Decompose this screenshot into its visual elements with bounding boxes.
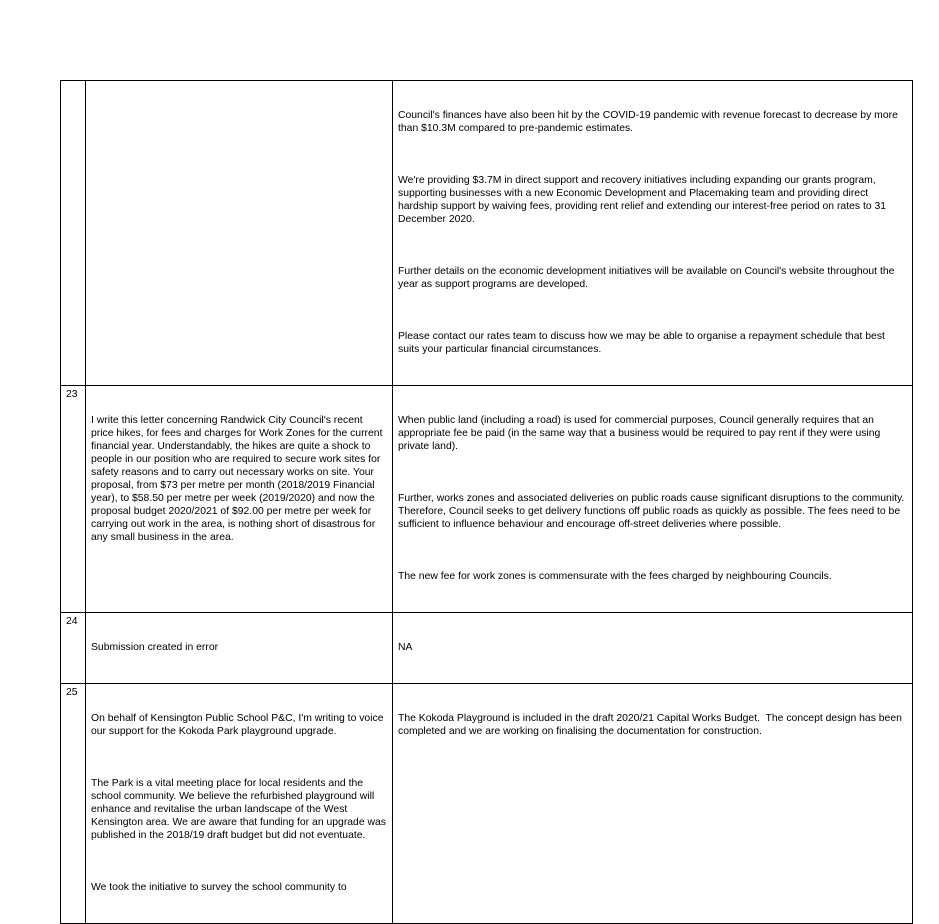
response-paragraph: Please contact our rates team to discuss how we may be able to organise a repayment schedule that best suits your particular financial circumstances. bbox=[398, 331, 888, 355]
row-number-cell: 23 bbox=[61, 386, 86, 613]
response-paragraph: NA bbox=[398, 642, 413, 653]
response-cell bbox=[393, 684, 913, 924]
table-row bbox=[61, 684, 913, 924]
table-row bbox=[61, 613, 913, 684]
response-paragraph: The Kokoda Playground is included in the draft 2020/21 Capital Works Budget. The concept design has been completed and we are working on finalising the documentation for construction. bbox=[398, 713, 905, 737]
submission-paragraph: We took the initiative to survey the school community to bbox=[91, 882, 347, 893]
submission-cell bbox=[86, 613, 393, 684]
response-paragraph: When public land (including a road) is used for commercial purposes, Council generally requires that an appropriate fee be paid (in the same way that a business would be required to pay rent if they were using private land). bbox=[398, 415, 884, 452]
submission-cell bbox=[86, 81, 393, 386]
submission-paragraph: Submission created in error bbox=[91, 642, 219, 653]
submission-paragraph: I write this letter concerning Randwick City Council's recent price hikes, for fees and charges for Work Zones for the current financial year. Understandably, the hikes are quite a shock to people in our position who are required to secure work sites for safety reasons and to carry out necessary works on site. Your proposal, from $73 per metre per month (2018/2019 Financial year), to $58.50 per metre per week (2019/2020) and now the proposal budget 2020/2021 of $92.00 per metre per week for carrying out work in the area, is nothing short of disastrous for any small business in the area. bbox=[91, 415, 386, 543]
response-paragraph: Council's finances have also been hit by the COVID-19 pandemic with revenue forecast to decrease by more than $10.3M compared to pre-pandemic estimates. bbox=[398, 110, 901, 134]
response-paragraph: Further details on the economic development initiatives will be available on Council's website throughout the year as support programs are developed. bbox=[398, 266, 898, 290]
response-paragraph: Further, works zones and associated deliveries on public roads cause significant disruptions to the community. Therefore, Council seeks to get delivery functions off public roads as quickly as possible. The fees need to be sufficient to influence behaviour and encourage off-street deliveries where possible. bbox=[398, 493, 908, 530]
submission-cell bbox=[86, 684, 393, 924]
table-row bbox=[61, 81, 913, 386]
submission-cell bbox=[86, 386, 393, 613]
submissions-table bbox=[60, 80, 913, 924]
submission-paragraph: On behalf of Kensington Public School P&C, I'm writing to voice our support for the Kokoda Park playground upgrade. bbox=[91, 713, 387, 737]
submission-paragraph: The Park is a vital meeting place for local residents and the school community. We believe the refurbished playground will enhance and revitalise the urban landscape of the West Kensington area. We are aware that funding for an upgrade was published in the 2018/19 draft budget but did not eventuate. bbox=[91, 778, 389, 841]
row-number-cell: 25 bbox=[61, 684, 86, 924]
response-cell bbox=[393, 81, 913, 386]
response-paragraph: We're providing $3.7M in direct support and recovery initiatives including expanding our grants program, supporting businesses with a new Economic Development and Placemaking team and providing direct hardship support by waiving fees, providing rent relief and extending our interest-free period on rates to 31 December 2020. bbox=[398, 175, 889, 225]
row-number-cell bbox=[61, 81, 86, 386]
response-cell bbox=[393, 613, 913, 684]
row-number-cell: 24 bbox=[61, 613, 86, 684]
table-row bbox=[61, 386, 913, 613]
response-paragraph: The new fee for work zones is commensurate with the fees charged by neighbouring Councils. bbox=[398, 571, 832, 582]
response-cell bbox=[393, 386, 913, 613]
